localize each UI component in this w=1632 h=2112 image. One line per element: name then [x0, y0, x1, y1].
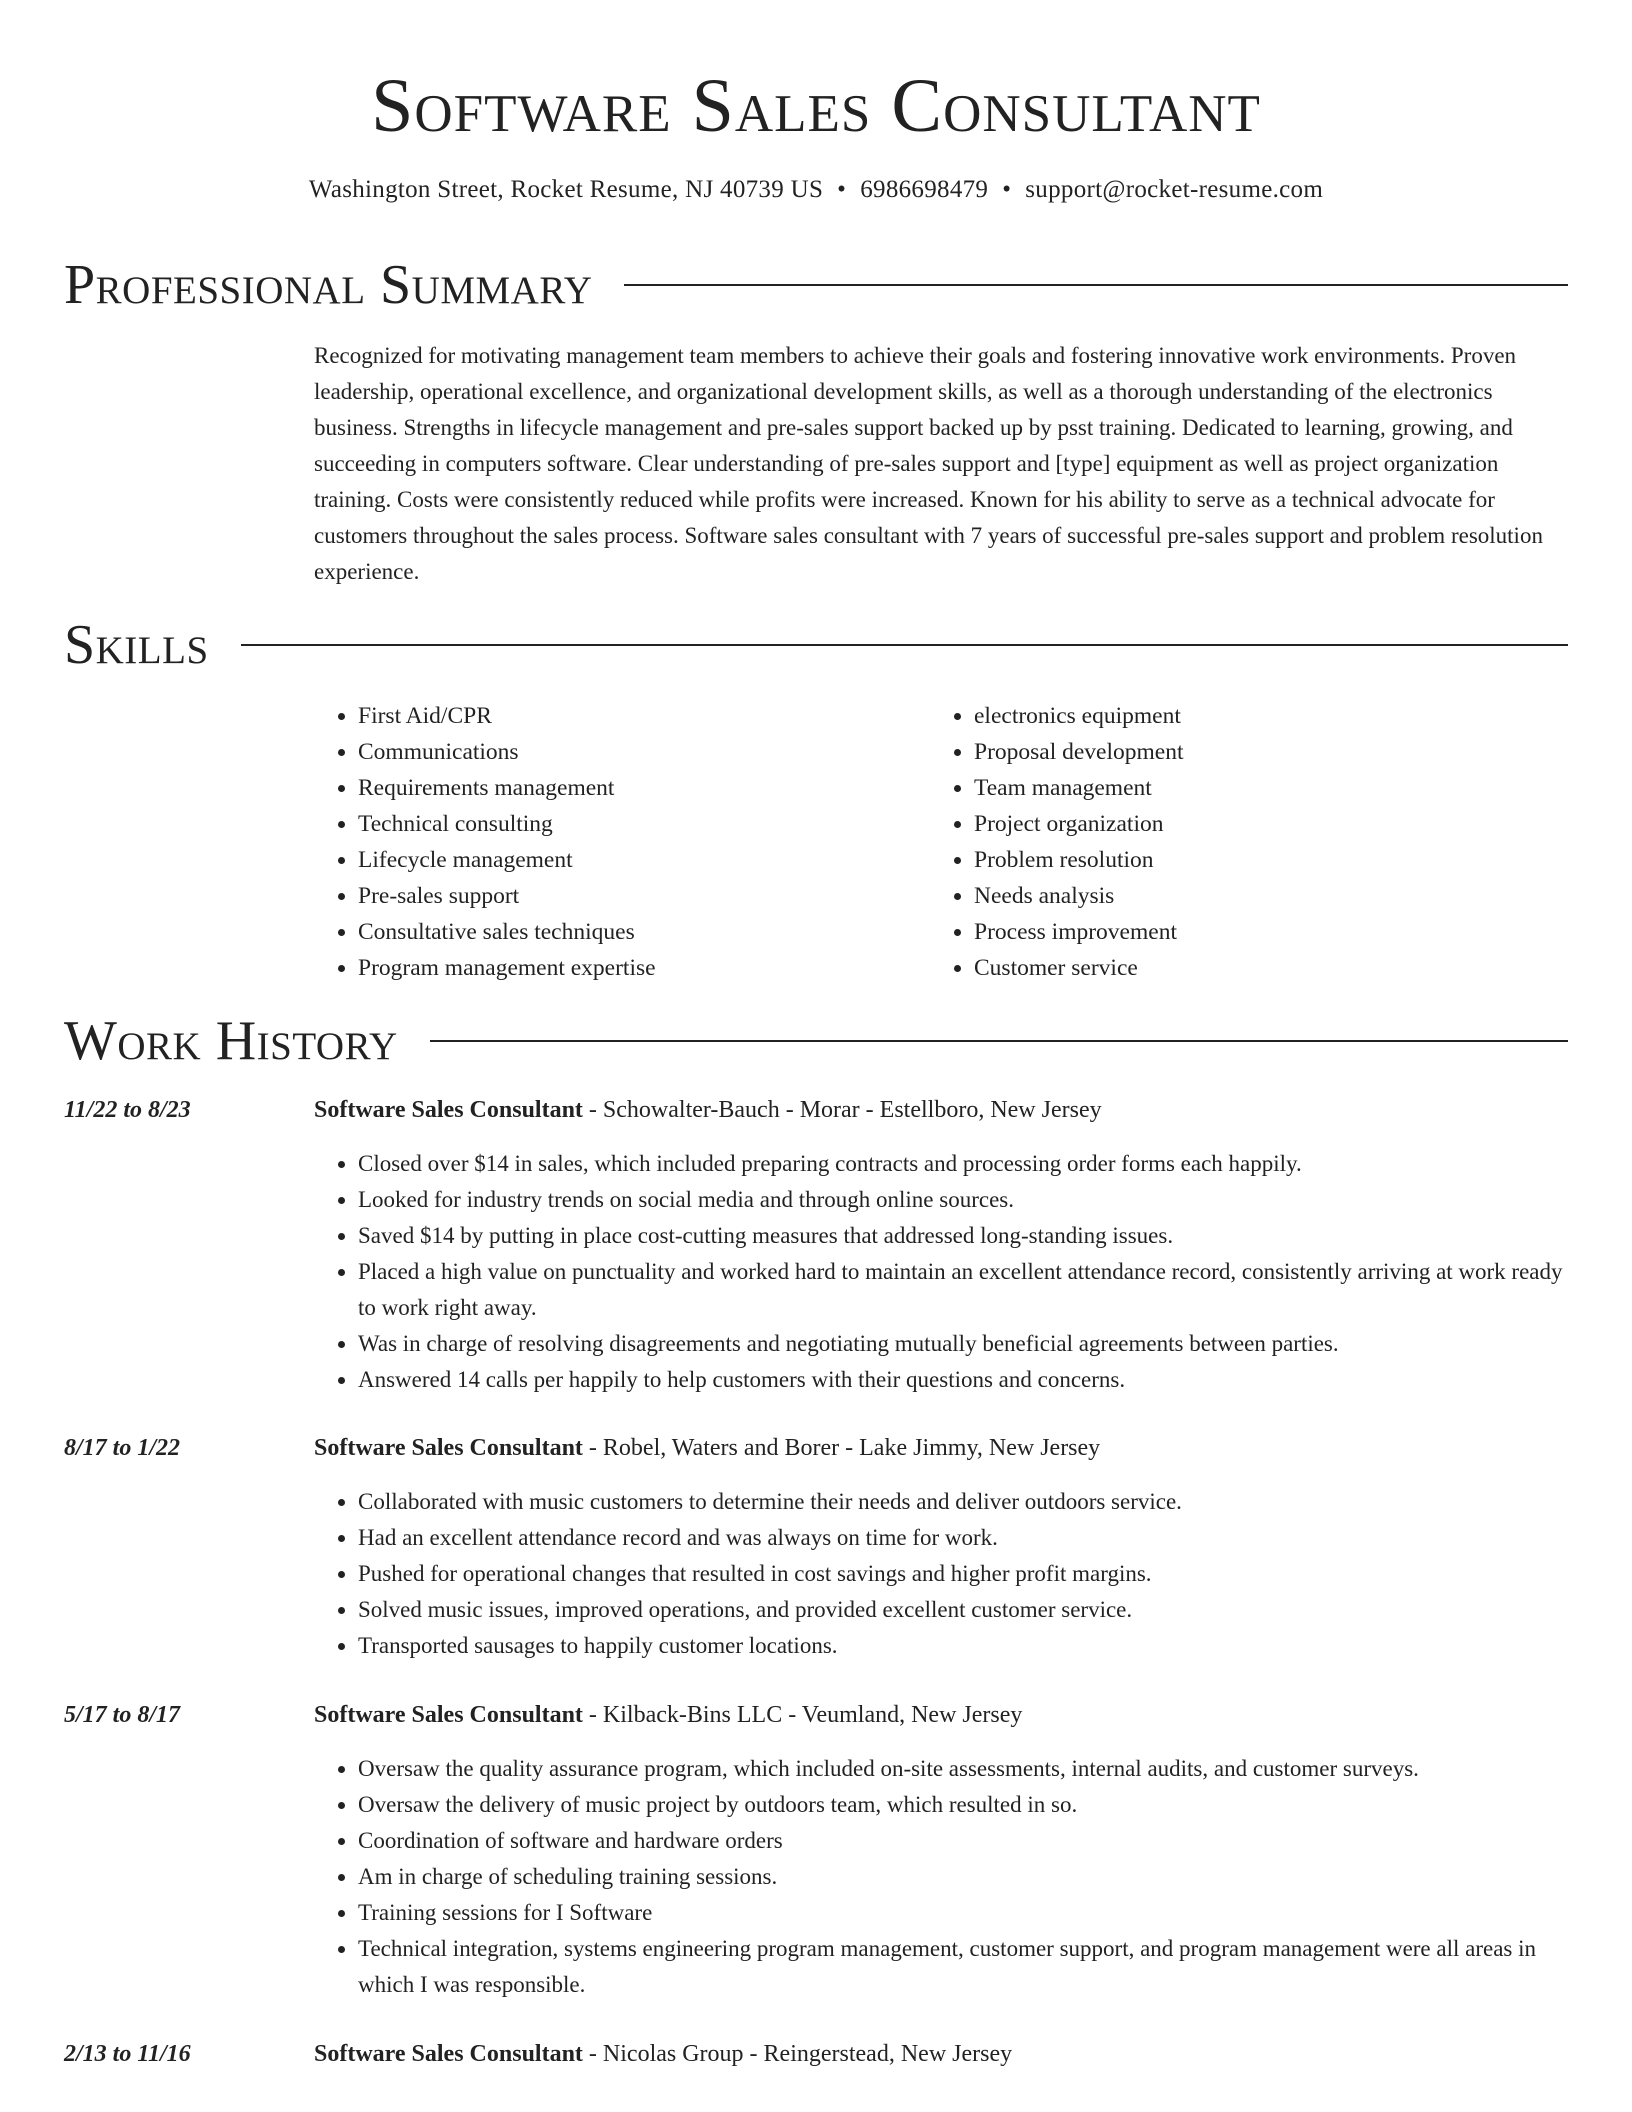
skill-item: • Consultative sales techniques [358, 914, 930, 950]
job-title: Software Sales Consultant [314, 1702, 583, 1728]
job-bullet: • Coordination of software and hardware orders [358, 1823, 1568, 1859]
job-bullet: • Was in charge of resolving disagreements and negotiating mutually beneficial agreements between parties. [358, 1326, 1568, 1362]
job-title-line [314, 1430, 1100, 1466]
work-heading: Work History [64, 1010, 398, 1072]
skill-item: • Proposal development [974, 734, 1568, 770]
section-divider [624, 284, 1568, 286]
skill-item: • First Aid/CPR [358, 698, 930, 734]
job-bullet: • Technical integration, systems engineering program management, customer support, and program management were all areas in which I was responsible. [358, 1931, 1568, 2003]
skill-item: • Lifecycle management [358, 842, 930, 878]
contact-email: support@rocket-resume.com [1025, 176, 1324, 203]
skill-item: • Problem resolution [974, 842, 1568, 878]
job-bullet: • Oversaw the delivery of music project by outdoors team, which resulted in so. [358, 1787, 1568, 1823]
section-divider [241, 644, 1568, 646]
skill-item: • electronics equipment [974, 698, 1568, 734]
contact-separator: • [1002, 176, 1012, 203]
job-employer: - Robel, Waters and Borer - Lake Jimmy, New Jersey [582, 1435, 1101, 1461]
skills-column-left [314, 698, 930, 986]
job-bullets [314, 1146, 1568, 1398]
job-bullet: • Looked for industry trends on social media and through online sources. [358, 1182, 1568, 1218]
job-bullet: • Answered 14 calls per happily to help customers with their questions and concerns. [358, 1362, 1568, 1398]
skill-item: • Requirements management [358, 770, 930, 806]
job-title-line [314, 1092, 1102, 1128]
skill-item: • Pre-sales support [358, 878, 930, 914]
job-bullet: • Transported sausages to happily customer locations. [358, 1628, 1568, 1664]
contact-phone: 6986698479 [860, 176, 989, 203]
skill-item: • Process improvement [974, 914, 1568, 950]
summary-text: Recognized for motivating management team members to achieve their goals and fostering innovative work environments. Proven leadership, operational excellence, and organizational development skills, as well as a thorough understanding of the electronics business. Strengths in lifecycle management and pre-sales support backed up by psst training. Dedicated to learning, growing, and succeeding in computers software. Clear understanding of pre-sales support and [type] equipment as well as project organization training. Costs were consistently reduced while profits were increased. Known for his ability to serve as a technical advocate for customers throughout the sales process. Software sales consultant with 7 years of successful pre-sales support and problem resolution experience. [314, 343, 1543, 584]
skills-heading: Skills [64, 614, 209, 676]
skills-section-header [64, 610, 1568, 680]
summary-heading: Professional Summary [64, 254, 593, 316]
job-title-line [314, 2036, 1012, 2072]
job-bullet: • Collaborated with music customers to determine their needs and deliver outdoors service. [358, 1484, 1568, 1520]
skills-list [314, 698, 1568, 986]
skill-item: • Communications [358, 734, 930, 770]
job-dates: 2/13 to 11/16 [64, 2041, 191, 2067]
skill-item: • Technical consulting [358, 806, 930, 842]
job-bullet: • Solved music issues, improved operations, and provided excellent customer service. [358, 1592, 1568, 1628]
summary-section-header [64, 250, 1568, 320]
skill-item: • Customer service [974, 950, 1568, 986]
job-bullets [314, 1751, 1568, 2003]
job-dates: 8/17 to 1/22 [64, 1435, 181, 1461]
job-dates: 5/17 to 8/17 [64, 1702, 181, 1728]
contact-address: Washington Street, Rocket Resume, NJ 40739 US [308, 176, 824, 203]
job-bullet: • Pushed for operational changes that resulted in cost savings and higher profit margins. [358, 1556, 1568, 1592]
contact-separator: • [837, 176, 847, 203]
job-title: Software Sales Consultant [314, 1435, 583, 1461]
skills-column-right [930, 698, 1568, 986]
job-bullet: • Am in charge of scheduling training sessions. [358, 1859, 1568, 1895]
job-bullet: • Oversaw the quality assurance program, which included on-site assessments, internal audits, and customer surveys. [358, 1751, 1568, 1787]
job-employer: - Kilback-Bins LLC - Veumland, New Jersey [582, 1702, 1023, 1728]
job-bullet: • Saved $14 by putting in place cost-cutting measures that addressed long-standing issues. [358, 1218, 1568, 1254]
job-bullet: • Placed a high value on punctuality and worked hard to maintain an excellent attendance record, consistently arriving at work ready to work right away. [358, 1254, 1568, 1326]
skill-item: • Program management expertise [358, 950, 930, 986]
job-employer: - Schowalter-Bauch - Morar - Estellboro, New Jersey [582, 1097, 1102, 1123]
job-title: Software Sales Consultant [314, 2041, 583, 2067]
job-dates: 11/22 to 8/23 [64, 1097, 191, 1123]
candidate-name: Software Sales Consultant [371, 64, 1261, 148]
contact-line [0, 172, 1632, 208]
job-bullet: • Closed over $14 in sales, which included preparing contracts and processing order forms each happily. [358, 1146, 1568, 1182]
job-title-line [314, 1697, 1022, 1733]
job-bullets [314, 1484, 1568, 1664]
job-title: Software Sales Consultant [314, 1097, 583, 1123]
skill-item: • Team management [974, 770, 1568, 806]
skill-item: • Project organization [974, 806, 1568, 842]
work-section-header [64, 1006, 1568, 1076]
job-bullet: • Had an excellent attendance record and was always on time for work. [358, 1520, 1568, 1556]
skill-item: • Needs analysis [974, 878, 1568, 914]
job-employer: - Nicolas Group - Reingerstead, New Jersey [582, 2041, 1013, 2067]
section-divider [430, 1040, 1568, 1042]
job-bullet: • Training sessions for I Software [358, 1895, 1568, 1931]
